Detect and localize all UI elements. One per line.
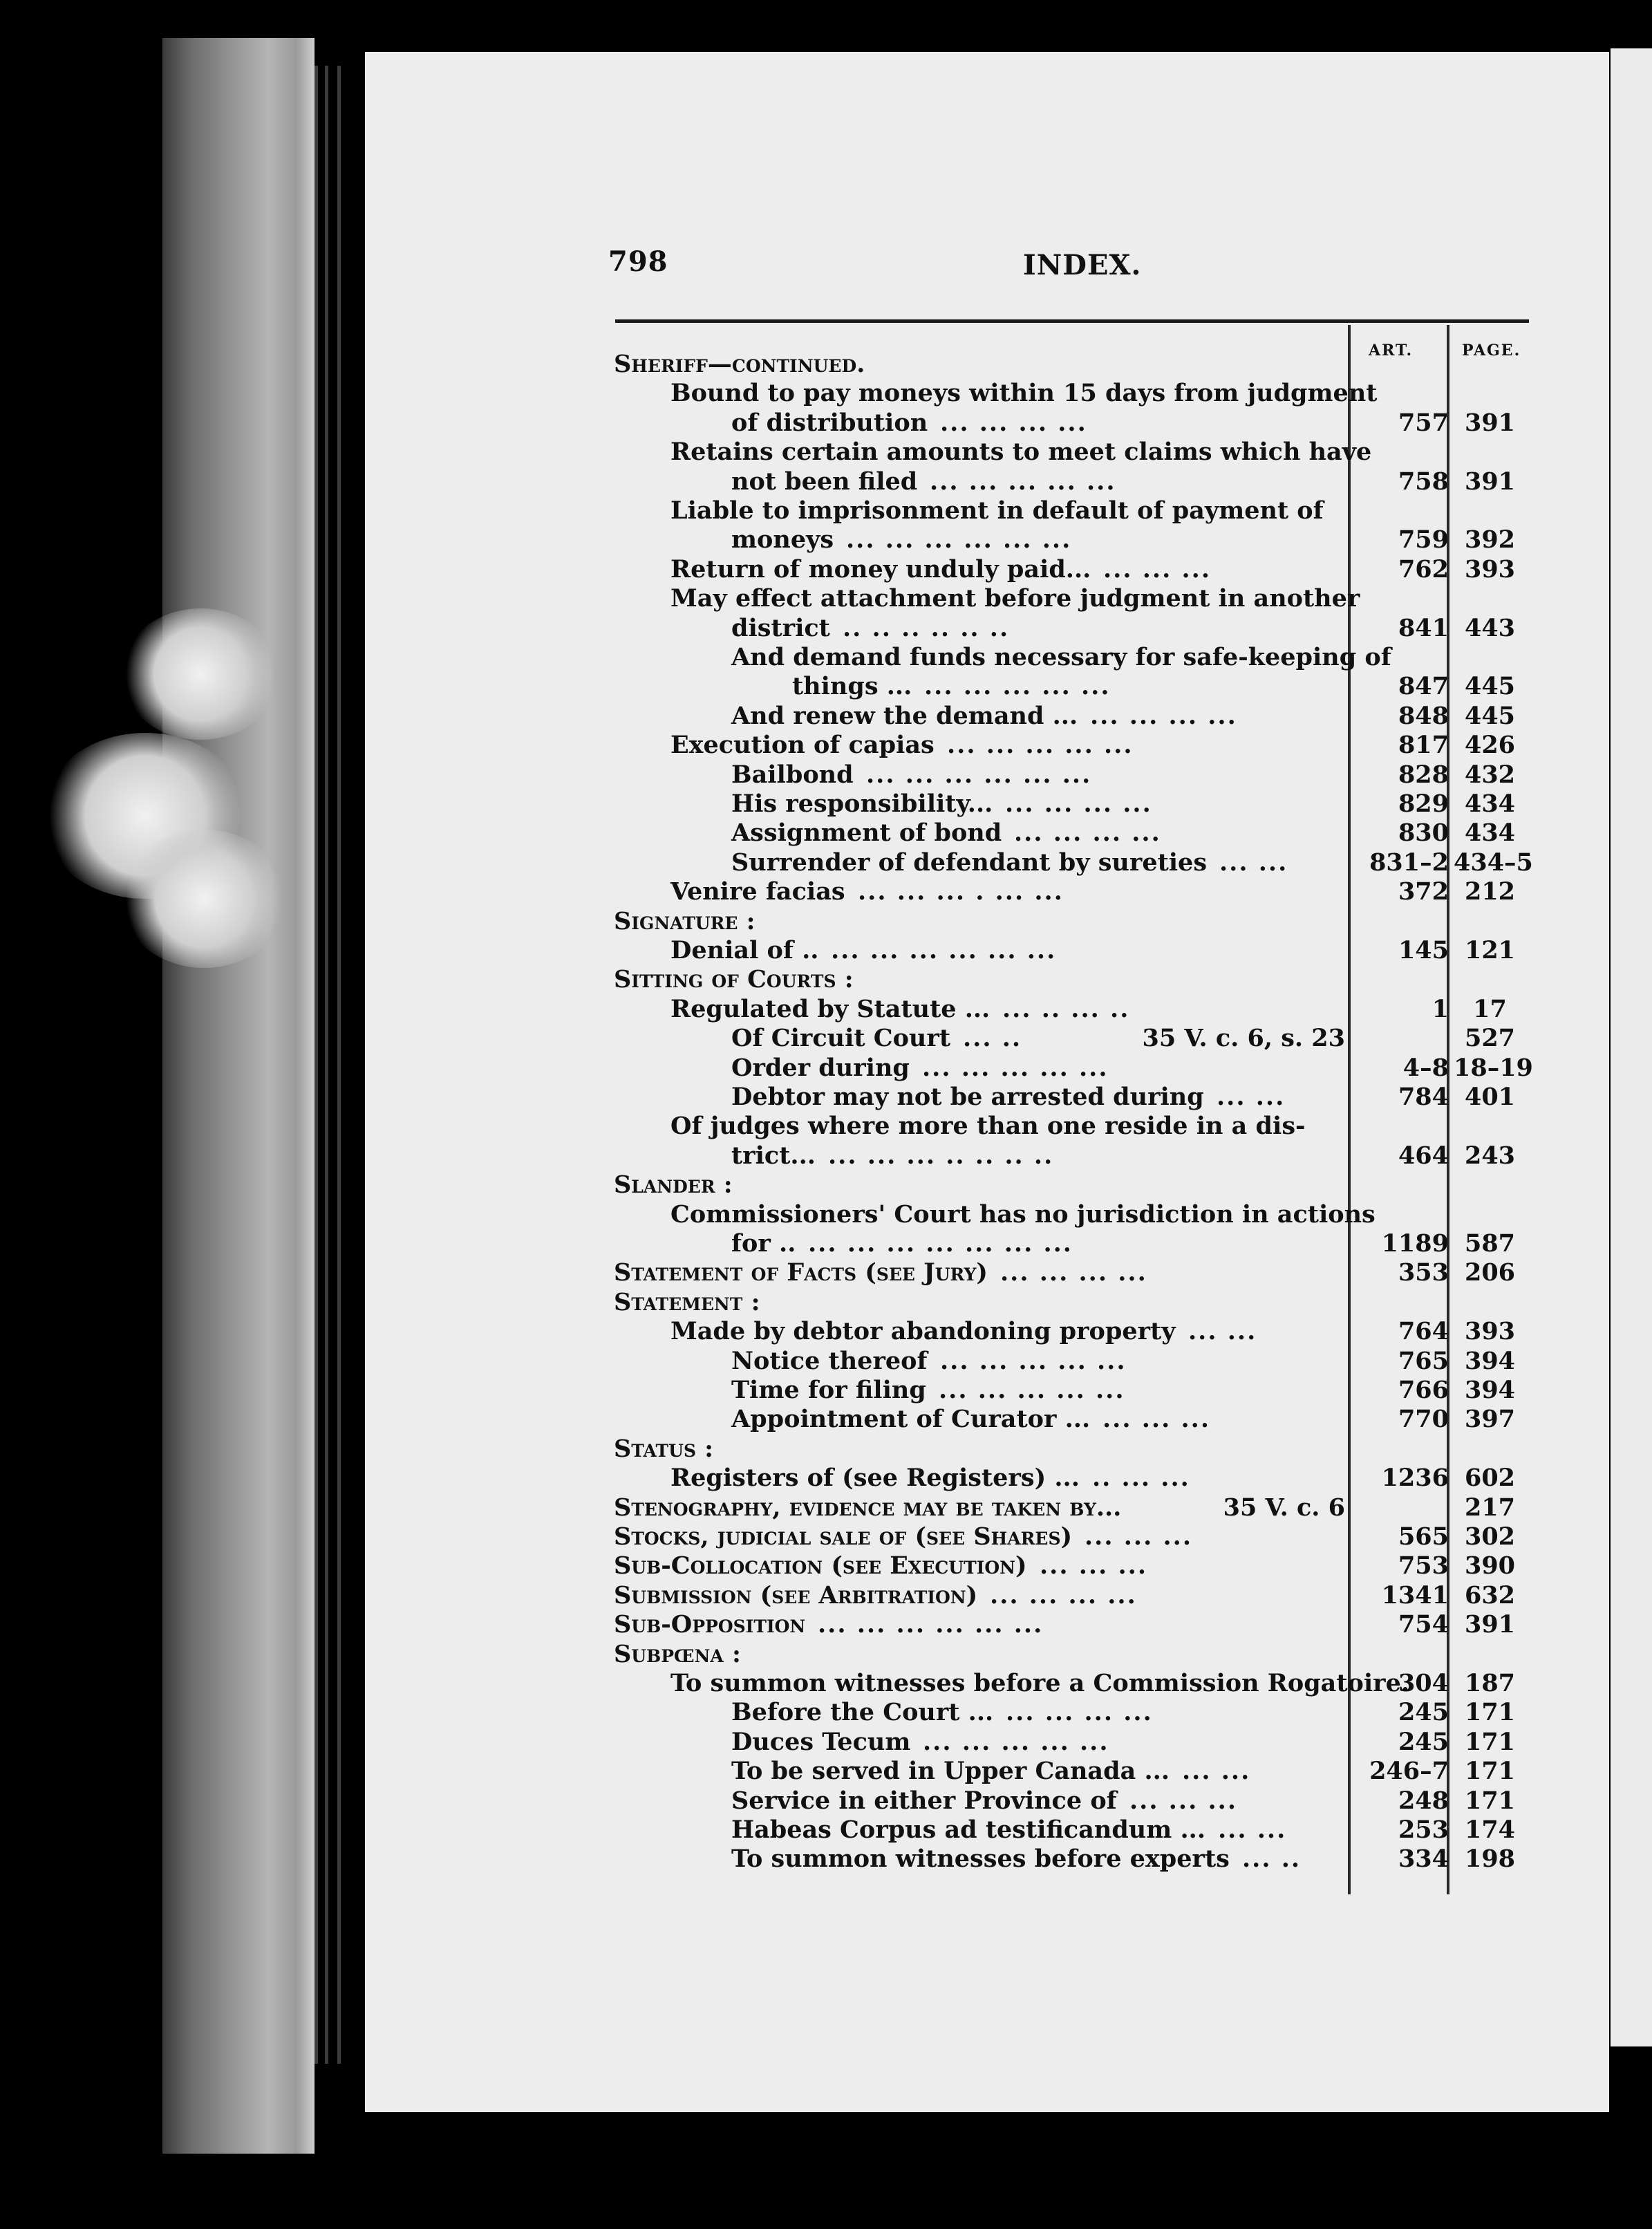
article-number: 1189 [1381,1229,1449,1258]
index-entry [614,848,1533,878]
entry-text: Statement : [614,1287,760,1316]
entry-text: To summon witnesses before experts [731,1845,1230,1874]
entry-text: of distribution [731,408,928,437]
index-entry [614,1258,1526,1288]
entry-text: Of Circuit Court [731,1024,950,1053]
article-number: 847 [1398,672,1449,701]
article-number: 828 [1398,760,1449,789]
index-entry [614,701,1526,731]
adjacent-page-edge [1611,48,1652,2046]
page-reference: 432 [1464,760,1516,789]
page-number: 798 [608,245,668,278]
entry-text: Assignment of bond [731,819,1002,848]
entry-text: things ... [792,672,912,701]
article-number: 830 [1398,819,1449,848]
entry-text: Regulated by Statute ... [670,994,991,1023]
article-number: 565 [1398,1522,1449,1551]
page-reference: 392 [1464,525,1516,554]
index-entry [614,877,1526,907]
index-entry [614,760,1526,790]
index-entry [614,1580,1526,1611]
index-entry [614,1229,1526,1259]
page-reference: 390 [1464,1551,1516,1580]
entry-text: not been filed [731,467,918,496]
page-reference: 171 [1464,1757,1516,1786]
index-entry [614,1111,1526,1141]
index-entry [614,1141,1526,1171]
entry-text: Return of money unduly paid... [670,554,1091,584]
index-entry [614,1316,1526,1347]
article-number: 1236 [1381,1464,1449,1493]
leader-dots: ... ... ... ... ... ... [866,760,1092,789]
entry-text: To be served in Upper Canada ... [731,1757,1170,1786]
index-entry [614,467,1526,497]
leader-dots: ... ... ... [1040,1551,1148,1580]
entry-text: for .. [731,1229,796,1258]
page-title: INDEX. [1023,249,1142,281]
page-reference: 445 [1464,701,1516,730]
page-reference: 212 [1464,877,1516,906]
page-reference: 18–19 [1454,1053,1533,1082]
page-reference: 587 [1464,1229,1516,1258]
index-entry [614,1170,1526,1200]
index-entry [614,1375,1526,1406]
book-spine [162,38,315,2154]
index-entry [614,1434,1526,1464]
entry-text: Execution of capias [670,731,935,760]
index-entry [614,994,1526,1025]
index-entry [614,378,1526,409]
page-reference: 426 [1464,731,1516,760]
index-entry [614,584,1526,614]
article-number: 765 [1398,1346,1449,1375]
index-entry [614,408,1526,438]
page-reference: 121 [1464,936,1516,964]
article-number: 817 [1398,731,1449,760]
page-reference: 171 [1464,1698,1516,1727]
page-reference: 434 [1464,819,1516,848]
page-reference: 632 [1464,1580,1516,1610]
paper-stain [121,830,287,968]
entry-text: May effect attachment before judgment in another [670,584,1360,613]
paper-stain [121,608,280,740]
entry-text: And demand funds necessary for safe-keeping of [731,643,1391,671]
leader-dots: ... ... ... ... ... ... [846,525,1072,554]
entry-text: Registers of (see Registers) ... [670,1464,1080,1493]
article-number: 304 [1398,1669,1449,1697]
page-reference: 602 [1464,1464,1516,1493]
spine-edge-line [337,66,341,2064]
index-entry [614,1053,1533,1083]
entry-text: Sitting of Courts : [614,965,854,994]
article-number: 759 [1398,525,1449,554]
article-number: 248 [1398,1786,1449,1815]
entry-text: To summon witnesses before a Commission Rogatoire. [670,1669,1410,1697]
entry-text: Subpœna : [614,1639,741,1668]
article-number: 764 [1398,1317,1449,1346]
page-reference: 174 [1464,1816,1516,1844]
entry-text: Debtor may not be arrested during [731,1083,1204,1111]
leader-dots: ... .. [1242,1845,1302,1874]
leader-dots: ... ... ... ... ... [930,467,1116,496]
article-number: 757 [1398,408,1449,437]
leader-dots: ... ... ... . ... ... [858,877,1064,906]
article-number: 762 [1398,554,1449,584]
index-entry [614,437,1526,467]
index-entry [614,1756,1526,1787]
leader-dots: ... ... ... [1102,1405,1211,1434]
entry-text: And renew the demand ... [731,701,1078,730]
entry-text: Submission (see Arbitration) [614,1580,978,1610]
article-number: 754 [1398,1610,1449,1639]
index-entry [614,1668,1526,1699]
entry-text: Slander : [614,1171,733,1200]
article-number: 245 [1398,1698,1449,1727]
leader-dots: ... ... ... ... ... ... [831,936,1057,964]
page-reference: 393 [1464,554,1516,584]
entry-text: Stocks, judicial sale of (see Shares) [614,1522,1073,1551]
article-number: 758 [1398,467,1449,496]
leader-dots: ... ... ... ... ... ... [818,1610,1044,1639]
page-reference: 17 [1473,994,1507,1023]
entry-text: Commissioners' Court has no jurisdiction in actions [670,1200,1376,1229]
index-entry [614,1727,1526,1757]
index-entry [614,818,1526,848]
index-entry [614,1522,1526,1552]
article-number: 841 [1398,613,1449,642]
leader-dots: ... ... ... [1103,554,1212,584]
leader-dots: ... ... ... ... ... [923,1727,1109,1756]
leader-dots: ... ... ... .. .. .. .. [828,1141,1054,1170]
entry-text: Appointment of Curator ... [731,1405,1091,1434]
article-number: 1341 [1381,1580,1449,1610]
index-entry [614,613,1526,644]
article-number: 848 [1398,701,1449,730]
leader-dots: ... ... ... ... [990,1580,1137,1610]
leader-dots: ... ... ... ... [1000,1258,1147,1287]
article-number: 372 [1398,877,1449,906]
page-reference: 171 [1464,1786,1516,1815]
index-entry [614,349,1526,380]
entry-text: district [731,613,830,642]
page-reference: 391 [1464,467,1516,496]
index-entry [614,1023,1526,1054]
entry-text: Sheriff—continued. [614,350,865,378]
leader-dots: ... ... [1182,1757,1251,1786]
entry-text: Habeas Corpus ad testificandum ... [731,1816,1206,1844]
entry-text: trict... [731,1141,816,1170]
article-number: 770 [1398,1405,1449,1434]
entry-text: Sub-Collocation (see Execution) [614,1551,1027,1580]
entry-text: Stenography, evidence may be taken by... [614,1493,1122,1522]
entry-text: Service in either Province of [731,1786,1117,1815]
leader-dots: ... ... [1188,1317,1257,1346]
index-entry [614,906,1526,937]
entry-text: Made by debtor abandoning property [670,1317,1176,1346]
entry-text: Duces Tecum [731,1727,911,1756]
article-number: 245 [1398,1727,1449,1756]
entry-text: Retains certain amounts to meet claims which have [670,438,1372,467]
index-entry [614,935,1526,966]
index-entry [614,1346,1526,1377]
statute-reference: 35 V. c. 6, s. 23 [1142,1024,1345,1053]
leader-dots: ... ... ... ... ... [924,672,1111,701]
spine-edge-line [315,66,318,2064]
index-entry [614,496,1526,526]
page-reference: 394 [1464,1376,1516,1404]
page-reference: 394 [1464,1346,1516,1375]
page-reference: 391 [1464,1610,1516,1639]
leader-dots: ... ... ... ... [940,408,1087,437]
leader-dots: ... ... ... ... [1014,819,1161,848]
index-entry [614,1082,1526,1112]
leader-dots: ... ... [1219,848,1288,877]
leader-dots: ... ... ... ... ... [940,1346,1127,1375]
index-entry [614,964,1526,995]
entry-text: Order during [731,1053,910,1082]
leader-dots: ... ... ... [1129,1786,1238,1815]
index-entry [614,789,1526,819]
entry-text: Denial of .. [670,936,819,964]
page-reference: 445 [1464,672,1516,701]
page-reference: 243 [1464,1141,1516,1170]
leader-dots: ... ... ... [1085,1522,1193,1551]
leader-dots: ... ... [1217,1083,1286,1111]
index-entry [614,525,1526,555]
article-number: 829 [1398,790,1449,818]
index-entry [614,554,1526,585]
art-column-header: ART. [1369,342,1414,360]
article-number: 246–7 [1369,1757,1449,1786]
leader-dots: ... ... ... ... ... ... ... [808,1229,1073,1258]
index-entry [614,1200,1526,1230]
entry-text: Sub-Opposition [614,1610,806,1639]
entry-text: Statement of Facts (see Jury) [614,1258,988,1287]
page-reference: 397 [1464,1405,1516,1434]
entry-text: Bailbond [731,760,854,789]
leader-dots: ... ... ... ... ... [947,731,1134,760]
entry-text: Of judges where more than one reside in a dis- [670,1112,1306,1141]
index-entry [614,1697,1526,1728]
index-entry [614,642,1526,673]
page-reference: 443 [1464,613,1516,642]
entry-text: His responsibility... [731,790,993,818]
leader-dots: ... ... ... ... [1090,701,1237,730]
page-reference: 217 [1464,1493,1516,1522]
article-number: 334 [1398,1845,1449,1874]
page-reference: 434 [1464,790,1516,818]
article-number: 253 [1398,1816,1449,1844]
index-entry [614,1815,1526,1845]
page-reference: 391 [1464,408,1516,437]
leader-dots: .. ... ... [1092,1464,1190,1493]
article-number: 353 [1398,1258,1449,1287]
entry-text: Surrender of defendant by sureties [731,848,1208,877]
page-reference: 206 [1464,1258,1516,1287]
leader-dots: ... ... [1218,1816,1287,1844]
statute-reference: 35 V. c. 6 [1223,1493,1345,1522]
index-entry [614,671,1526,702]
article-number: 784 [1398,1083,1449,1111]
leader-dots: ... ... ... ... ... [922,1053,1109,1082]
index-entry [614,1844,1526,1874]
page-reference: 393 [1464,1317,1516,1346]
index-entry [614,1786,1526,1816]
entry-text: Signature : [614,906,755,935]
article-number: 464 [1398,1141,1449,1170]
article-number: 766 [1398,1376,1449,1404]
page-reference: 434–5 [1454,848,1533,877]
article-number: 4–8 [1402,1053,1449,1082]
index-entry [614,1493,1526,1523]
entry-text: Time for filing [731,1376,926,1404]
entry-text: Bound to pay moneys within 15 days from judgment [670,379,1378,408]
leader-dots: ... ... ... ... [1005,790,1152,818]
article-number: 145 [1398,936,1449,964]
page-column-header: PAGE. [1462,342,1521,360]
entry-text: Status : [614,1434,714,1463]
header-rule [615,319,1529,323]
page-reference: 198 [1464,1845,1516,1874]
index-entry [614,1610,1526,1640]
leader-dots: .. .. .. .. .. .. [843,613,1010,642]
article-number: 1 [1432,994,1449,1023]
index-entry [614,1551,1526,1581]
page-reference: 527 [1464,1024,1516,1053]
index-entry [614,730,1526,761]
leader-dots: ... ... ... ... ... [939,1376,1125,1404]
entry-text: Notice thereof [731,1346,928,1375]
entry-text: Before the Court ... [731,1698,994,1727]
index-entry [614,1287,1526,1318]
article-number: 753 [1398,1551,1449,1580]
article-number: 831–2 [1369,848,1449,877]
page-reference: 302 [1464,1522,1516,1551]
page-reference: 171 [1464,1727,1516,1756]
page-reference: 187 [1464,1669,1516,1697]
entry-text: Liable to imprisonment in default of payment of [670,496,1324,525]
leader-dots: ... .. ... .. [1002,994,1130,1023]
spine-edge-line [325,66,328,2064]
entry-text: moneys [731,525,834,554]
leader-dots: ... .. [963,1024,1022,1053]
entry-text: Venire facias [670,877,845,906]
index-entry [614,1463,1526,1493]
index-entry [614,1639,1526,1670]
leader-dots: ... ... ... ... [1006,1698,1153,1727]
page-reference: 401 [1464,1083,1516,1111]
index-entry [614,1404,1526,1435]
